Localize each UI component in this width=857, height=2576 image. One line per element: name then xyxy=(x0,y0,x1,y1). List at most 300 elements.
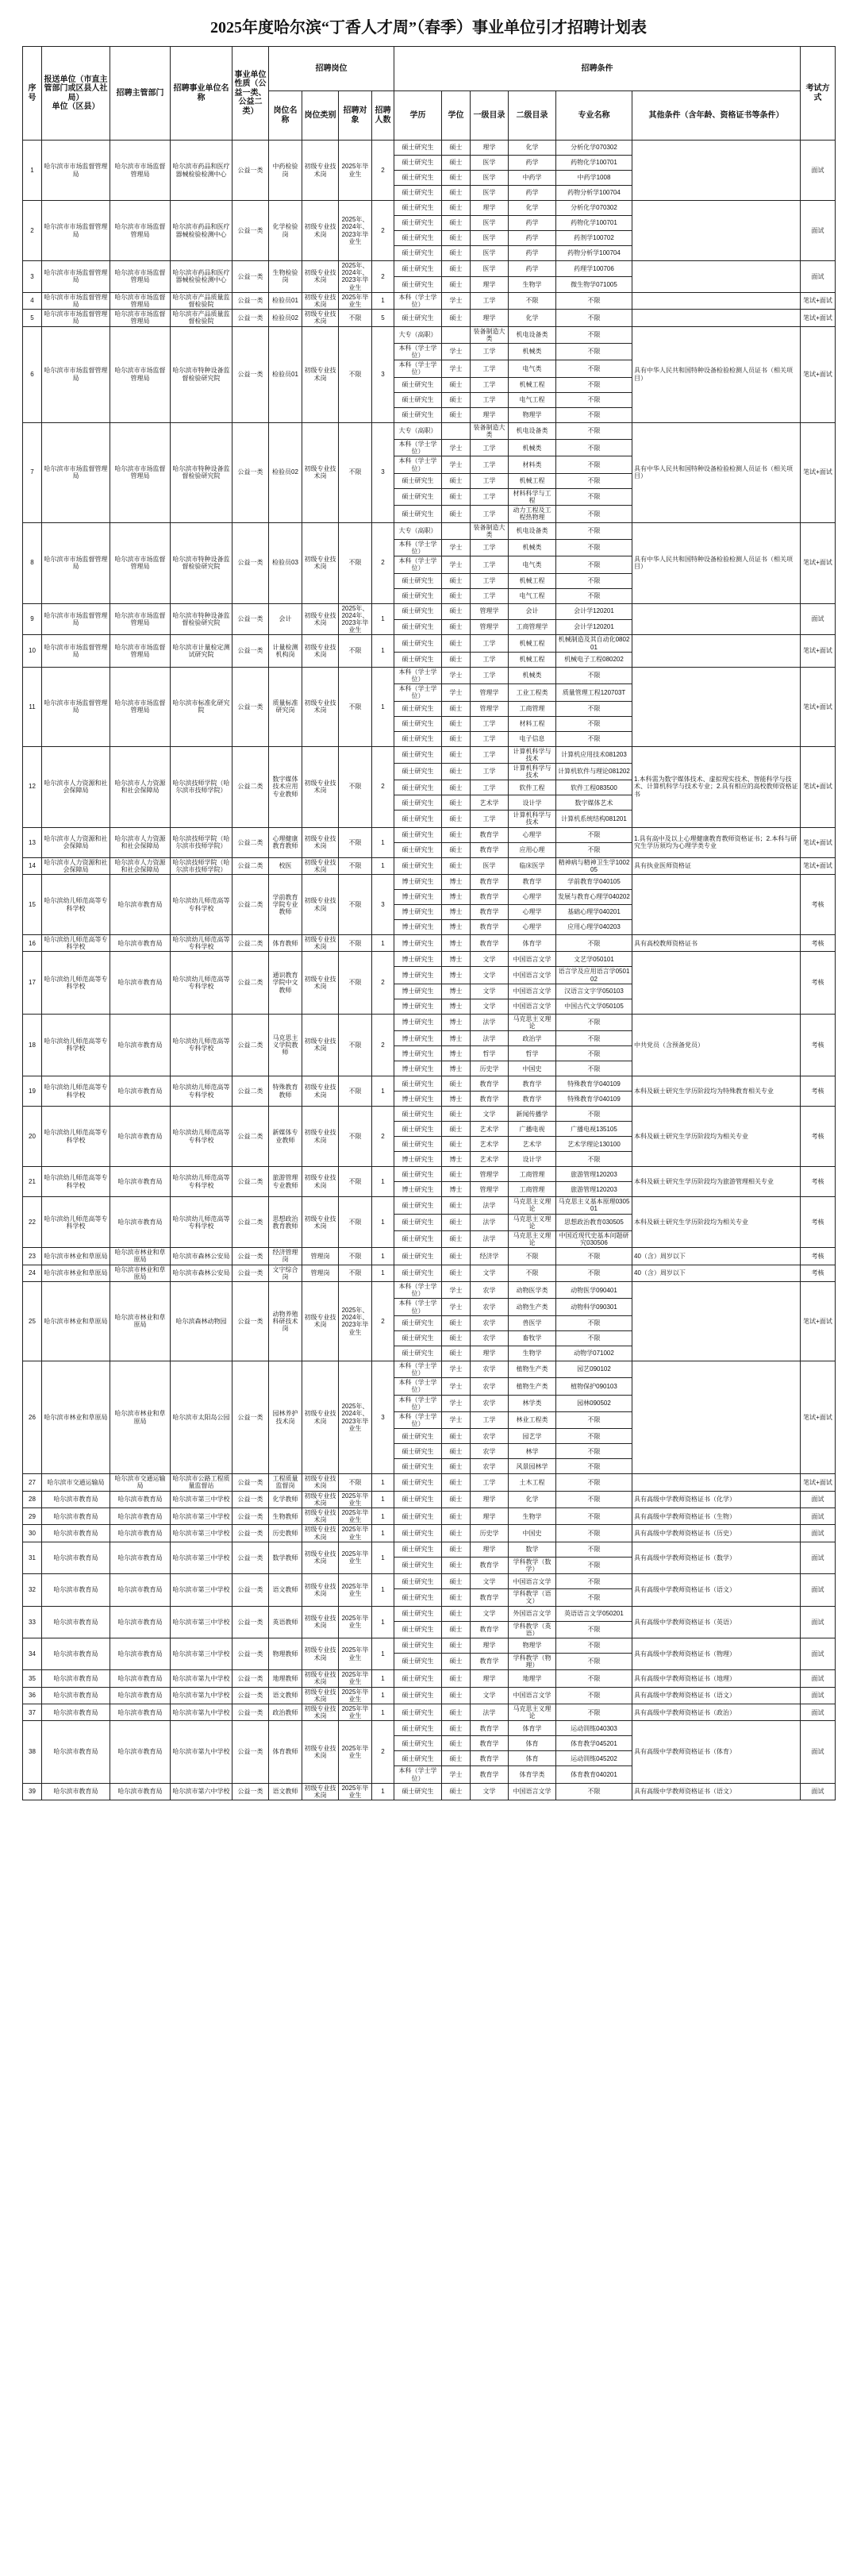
cell-exam: 考核 xyxy=(801,935,836,952)
cell-edu: 硕士研究生 xyxy=(394,216,442,231)
header-report-unit-label: 报送单位（市直主管部门或区县人社局） xyxy=(44,75,108,102)
cell-seq: 4 xyxy=(23,292,42,309)
cell-cat2: 体育学类 xyxy=(509,1766,556,1783)
cell-cat1: 教育学 xyxy=(471,842,509,857)
cell-unit: 哈尔滨市特种设备监督检验研究院 xyxy=(171,603,233,635)
cell-edu: 硕士研究生 xyxy=(394,1474,442,1491)
cell-major: 微生物学071005 xyxy=(556,276,632,292)
cell-degree: 硕士 xyxy=(442,377,471,392)
cell-major: 园林090502 xyxy=(556,1395,632,1411)
cell-seq: 8 xyxy=(23,522,42,603)
cell-post-name: 检验员03 xyxy=(269,522,302,603)
cell-cat2: 机械类 xyxy=(509,667,556,683)
cell-major: 不限 xyxy=(556,1014,632,1030)
cell-degree: 学士 xyxy=(442,556,471,573)
cell-degree: 硕士 xyxy=(442,1557,471,1573)
cell-other-conditions: 具有高级中学教师资格证书（历史） xyxy=(632,1525,801,1542)
cell-target: 2025年毕业生 xyxy=(339,1687,372,1704)
cell-count: 1 xyxy=(372,1687,394,1704)
cell-cat2: 药学 xyxy=(509,156,556,171)
cell-report-unit: 哈尔滨市林业和草原局 xyxy=(42,1248,110,1265)
cell-cat1: 农学 xyxy=(471,1315,509,1330)
cell-edu: 硕士研究生 xyxy=(394,231,442,246)
cell-major: 特殊教育学040109 xyxy=(556,1076,632,1092)
cell-unit: 哈尔滨市森林公安局 xyxy=(171,1265,233,1281)
cell-other-conditions xyxy=(632,201,801,261)
cell-degree: 硕士 xyxy=(442,1621,471,1638)
cell-other-conditions xyxy=(632,261,801,293)
cell-major: 动物学071002 xyxy=(556,1346,632,1361)
cell-post-type: 初级专业技术岗 xyxy=(302,827,339,857)
cell-degree: 博士 xyxy=(442,1182,471,1197)
cell-unit: 哈尔滨市产品质量监督检验院 xyxy=(171,292,233,309)
cell-cat2: 计算机科学与技术 xyxy=(509,763,556,780)
cell-cat2: 机械工程 xyxy=(509,377,556,392)
cell-target: 2025年毕业生 xyxy=(339,1525,372,1542)
cell-unit: 哈尔滨市特种设备监督检验研究院 xyxy=(171,422,233,522)
cell-degree: 硕士 xyxy=(442,1265,471,1281)
cell-edu: 博士研究生 xyxy=(394,952,442,967)
cell-nature: 公益一类 xyxy=(233,1508,269,1525)
cell-cat1: 艺术学 xyxy=(471,1137,509,1152)
cell-degree: 硕士 xyxy=(442,488,471,505)
cell-cat1: 医学 xyxy=(471,216,509,231)
cell-cat2: 动力工程及工程热物理 xyxy=(509,506,556,522)
cell-dept: 哈尔滨市人力资源和社会保障局 xyxy=(110,857,171,874)
cell-report-unit: 哈尔滨幼儿师范高等专科学校 xyxy=(42,952,110,1014)
cell-target: 2025年毕业生 xyxy=(339,1606,372,1638)
cell-degree: 硕士 xyxy=(442,1137,471,1152)
cell-report-unit: 哈尔滨市教育局 xyxy=(42,1574,110,1606)
cell-degree: 硕士 xyxy=(442,1459,471,1474)
table-row xyxy=(23,1525,836,1542)
cell-exam: 考核 xyxy=(801,1107,836,1167)
cell-dept: 哈尔滨市教育局 xyxy=(110,1076,171,1107)
cell-dept: 哈尔滨市教育局 xyxy=(110,1721,171,1783)
cell-nature: 公益一类 xyxy=(233,1542,269,1573)
cell-cat1: 管理学 xyxy=(471,1167,509,1182)
cell-edu: 硕士研究生 xyxy=(394,1783,442,1800)
cell-degree: 硕士 xyxy=(442,1525,471,1542)
cell-cat1: 教育学 xyxy=(471,1653,509,1669)
cell-cat2: 土木工程 xyxy=(509,1474,556,1491)
cell-nature: 公益一类 xyxy=(233,201,269,261)
cell-target: 不限 xyxy=(339,667,372,746)
cell-count: 2 xyxy=(372,261,394,293)
cell-report-unit: 哈尔滨市教育局 xyxy=(42,1542,110,1573)
cell-post-type: 初级专业技术岗 xyxy=(302,1783,339,1800)
cell-major: 药物化学100701 xyxy=(556,216,632,231)
cell-post-name: 检验员01 xyxy=(269,292,302,309)
cell-degree: 硕士 xyxy=(442,1197,471,1214)
cell-cat2: 新闻传播学 xyxy=(509,1107,556,1122)
table-row xyxy=(23,261,836,277)
cell-major: 英语语言文学050201 xyxy=(556,1606,632,1621)
cell-post-name: 旅游管理专业教师 xyxy=(269,1167,302,1197)
table-row xyxy=(23,935,836,952)
cell-cat1: 哲学 xyxy=(471,1046,509,1061)
cell-post-name: 特殊教育教师 xyxy=(269,1076,302,1107)
cell-edu: 硕士研究生 xyxy=(394,652,442,667)
table-row xyxy=(23,1014,836,1030)
cell-degree: 硕士 xyxy=(442,1670,471,1687)
cell-major: 旅游管理120203 xyxy=(556,1182,632,1197)
cell-nature: 公益二类 xyxy=(233,1197,269,1248)
cell-degree: 硕士 xyxy=(442,1687,471,1704)
cell-edu: 硕士研究生 xyxy=(394,1076,442,1092)
cell-major: 思想政治教育030505 xyxy=(556,1214,632,1230)
cell-exam: 面试 xyxy=(801,603,836,635)
cell-post-type: 初级专业技术岗 xyxy=(302,1107,339,1167)
cell-edu: 硕士研究生 xyxy=(394,377,442,392)
cell-cat1: 教育学 xyxy=(471,1721,509,1736)
cell-other-conditions: 具有高级中学教师资格证书（化学） xyxy=(632,1491,801,1507)
cell-edu: 硕士研究生 xyxy=(394,156,442,171)
cell-count: 1 xyxy=(372,1474,394,1491)
header-dept: 招聘主管部门 xyxy=(110,47,171,141)
cell-cat2: 林学类 xyxy=(509,1395,556,1411)
cell-dept: 哈尔滨市教育局 xyxy=(110,1687,171,1704)
cell-report-unit: 哈尔滨幼儿师范高等专科学校 xyxy=(42,1167,110,1197)
cell-other-conditions: 具有中华人民共和国特种设备检验检测人员证书（相关项目） xyxy=(632,326,801,422)
table-row xyxy=(23,201,836,216)
cell-cat2: 机械工程 xyxy=(509,473,556,488)
cell-exam: 笔试+面试 xyxy=(801,827,836,857)
cell-unit: 哈尔滨市特种设备监督检验研究院 xyxy=(171,326,233,422)
cell-edu: 硕士研究生 xyxy=(394,1589,442,1606)
cell-report-unit: 哈尔滨市教育局 xyxy=(42,1783,110,1800)
cell-degree: 硕士 xyxy=(442,1230,471,1247)
cell-seq: 2 xyxy=(23,201,42,261)
cell-cat2: 药学 xyxy=(509,231,556,246)
cell-major: 不限 xyxy=(556,506,632,522)
cell-cat1: 理学 xyxy=(471,276,509,292)
cell-major: 不限 xyxy=(556,392,632,407)
table-row xyxy=(23,746,836,763)
cell-count: 1 xyxy=(372,1167,394,1197)
cell-seq: 33 xyxy=(23,1606,42,1638)
cell-cat1: 教育学 xyxy=(471,1092,509,1107)
cell-major: 不限 xyxy=(556,1687,632,1704)
cell-cat2: 政治学 xyxy=(509,1031,556,1046)
cell-major: 药物分析学100704 xyxy=(556,246,632,261)
cell-major: 园艺090102 xyxy=(556,1361,632,1377)
cell-post-name: 新媒体专业教师 xyxy=(269,1107,302,1167)
cell-cat1: 艺术学 xyxy=(471,1152,509,1167)
cell-cat1: 教育学 xyxy=(471,935,509,952)
cell-nature: 公益一类 xyxy=(233,1638,269,1669)
cell-post-name: 地理教师 xyxy=(269,1670,302,1687)
cell-post-type: 初级专业技术岗 xyxy=(302,292,339,309)
cell-post-type: 初级专业技术岗 xyxy=(302,1704,339,1721)
cell-major: 不限 xyxy=(556,440,632,456)
cell-nature: 公益二类 xyxy=(233,746,269,827)
cell-degree: 硕士 xyxy=(442,506,471,522)
cell-post-name: 思想政治教育教师 xyxy=(269,1197,302,1248)
cell-post-type: 初级专业技术岗 xyxy=(302,1606,339,1638)
cell-degree: 学士 xyxy=(442,343,471,360)
cell-count: 1 xyxy=(372,1248,394,1265)
cell-major: 不限 xyxy=(556,1444,632,1459)
cell-nature: 公益一类 xyxy=(233,326,269,422)
cell-report-unit: 哈尔滨市教育局 xyxy=(42,1638,110,1669)
cell-report-unit: 哈尔滨市交通运输局 xyxy=(42,1474,110,1491)
cell-cat2: 材料类 xyxy=(509,456,556,473)
cell-cat2: 工商管理 xyxy=(509,1182,556,1197)
cell-major: 不限 xyxy=(556,1589,632,1606)
cell-seq: 7 xyxy=(23,422,42,522)
cell-seq: 37 xyxy=(23,1704,42,1721)
cell-degree: 硕士 xyxy=(442,1122,471,1137)
cell-seq: 3 xyxy=(23,261,42,293)
cell-exam: 考核 xyxy=(801,1265,836,1281)
cell-cat1: 工学 xyxy=(471,488,509,505)
cell-seq: 19 xyxy=(23,1076,42,1107)
cell-exam: 面试 xyxy=(801,1704,836,1721)
header-post-type: 岗位类别 xyxy=(302,91,339,141)
cell-cat2: 工商管理学 xyxy=(509,619,556,635)
cell-cat1: 工学 xyxy=(471,763,509,780)
cell-other-conditions: 1.本科需为数字媒体技术、虚拟现实技术、智能科学与技术、计算机科学与技术专业；2.具有相应的高校教师资格证书 xyxy=(632,746,801,827)
cell-count: 2 xyxy=(372,1282,394,1361)
cell-count: 1 xyxy=(372,1197,394,1248)
cell-dept: 哈尔滨市市场监督管理局 xyxy=(110,522,171,603)
cell-seq: 10 xyxy=(23,635,42,667)
cell-edu: 本科（学士学位） xyxy=(394,667,442,683)
table-row xyxy=(23,1474,836,1491)
cell-major: 不限 xyxy=(556,292,632,309)
header-nature: 事业单位性质（公益一类、公益二类） xyxy=(233,47,269,141)
table-body xyxy=(23,141,836,1800)
cell-dept: 哈尔滨市市场监督管理局 xyxy=(110,141,171,201)
cell-degree: 硕士 xyxy=(442,1542,471,1557)
cell-exam: 考核 xyxy=(801,1197,836,1248)
cell-cat1: 工学 xyxy=(471,506,509,522)
cell-nature: 公益二类 xyxy=(233,875,269,935)
cell-cat1: 文学 xyxy=(471,967,509,984)
cell-nature: 公益一类 xyxy=(233,141,269,201)
cell-exam: 面试 xyxy=(801,1574,836,1606)
cell-count: 1 xyxy=(372,1670,394,1687)
cell-major: 不限 xyxy=(556,1525,632,1542)
cell-dept: 哈尔滨市市场监督管理局 xyxy=(110,310,171,326)
cell-unit: 哈尔滨幼儿师范高等专科学校 xyxy=(171,1014,233,1076)
cell-target: 不限 xyxy=(339,326,372,422)
cell-major: 艺术学理论130100 xyxy=(556,1137,632,1152)
cell-exam: 考核 xyxy=(801,875,836,935)
cell-cat1: 工学 xyxy=(471,556,509,573)
cell-seq: 28 xyxy=(23,1491,42,1507)
cell-post-name: 化学检验岗 xyxy=(269,201,302,261)
cell-degree: 硕士 xyxy=(442,1638,471,1653)
cell-seq: 13 xyxy=(23,827,42,857)
cell-other-conditions: 具有高校教师资格证书 xyxy=(632,935,801,952)
cell-degree: 硕士 xyxy=(442,1346,471,1361)
cell-post-name: 化学教师 xyxy=(269,1491,302,1507)
cell-unit: 哈尔滨市第三中学校 xyxy=(171,1638,233,1669)
cell-unit: 哈尔滨市太阳岛公园 xyxy=(171,1361,233,1474)
cell-cat1: 工学 xyxy=(471,440,509,456)
cell-count: 2 xyxy=(372,1721,394,1783)
cell-exam: 笔试+面试 xyxy=(801,746,836,827)
table-row xyxy=(23,310,836,326)
cell-other-conditions: 具有高级中学教师资格证书（语文） xyxy=(632,1574,801,1606)
cell-cat2: 学科教学（英语） xyxy=(509,1621,556,1638)
cell-cat2: 电气工程 xyxy=(509,392,556,407)
cell-major: 不限 xyxy=(556,360,632,377)
cell-cat2: 马克思主义理论 xyxy=(509,1197,556,1214)
cell-cat1: 教育学 xyxy=(471,890,509,905)
cell-major: 计算机系统结构081201 xyxy=(556,811,632,827)
cell-cat1: 工学 xyxy=(471,1411,509,1428)
cell-exam: 笔试+面试 xyxy=(801,292,836,309)
cell-major: 计算机软件与理论081202 xyxy=(556,763,632,780)
cell-post-type: 初级专业技术岗 xyxy=(302,1361,339,1474)
cell-exam: 面试 xyxy=(801,1491,836,1507)
cell-report-unit: 哈尔滨市教育局 xyxy=(42,1525,110,1542)
table-row xyxy=(23,522,836,539)
cell-degree: 学士 xyxy=(442,1395,471,1411)
cell-edu: 硕士研究生 xyxy=(394,811,442,827)
cell-edu: 本科（学士学位） xyxy=(394,1361,442,1377)
cell-major: 不限 xyxy=(556,1638,632,1653)
cell-degree: 学士 xyxy=(442,684,471,701)
cell-dept: 哈尔滨市教育局 xyxy=(110,1525,171,1542)
cell-degree xyxy=(442,422,471,439)
cell-report-unit: 哈尔滨幼儿师范高等专科学校 xyxy=(42,935,110,952)
cell-degree: 硕士 xyxy=(442,1736,471,1751)
cell-edu: 博士研究生 xyxy=(394,875,442,890)
cell-seq: 25 xyxy=(23,1282,42,1361)
cell-post-type: 初级专业技术岗 xyxy=(302,1574,339,1606)
table-row xyxy=(23,603,836,619)
cell-cat2: 化学 xyxy=(509,310,556,326)
cell-major: 不限 xyxy=(556,310,632,326)
cell-major: 不限 xyxy=(556,573,632,588)
cell-target: 2025年毕业生 xyxy=(339,1721,372,1783)
cell-edu: 硕士研究生 xyxy=(394,1230,442,1247)
cell-cat2: 广播电视 xyxy=(509,1122,556,1137)
cell-cat2: 材料工程 xyxy=(509,716,556,731)
cell-post-type: 初级专业技术岗 xyxy=(302,1474,339,1491)
cell-major: 药剂学100702 xyxy=(556,231,632,246)
cell-exam: 面试 xyxy=(801,201,836,261)
header-target: 招聘对象 xyxy=(339,91,372,141)
cell-other-conditions: 具有高级中学教师资格证书（政治） xyxy=(632,1704,801,1721)
cell-other-conditions: 具有高级中学教师资格证书（生物） xyxy=(632,1508,801,1525)
cell-nature: 公益一类 xyxy=(233,1574,269,1606)
cell-cat2: 中国语言文学 xyxy=(509,1574,556,1589)
cell-post-name: 质量标准研究岗 xyxy=(269,667,302,746)
cell-cat2: 物理学 xyxy=(509,1638,556,1653)
cell-target: 不限 xyxy=(339,522,372,603)
cell-edu: 硕士研究生 xyxy=(394,1704,442,1721)
cell-dept: 哈尔滨市教育局 xyxy=(110,1167,171,1197)
cell-cat1: 医学 xyxy=(471,186,509,201)
cell-seq: 31 xyxy=(23,1542,42,1573)
cell-cat1: 法学 xyxy=(471,1014,509,1030)
cell-count: 5 xyxy=(372,310,394,326)
cell-nature: 公益一类 xyxy=(233,1525,269,1542)
cell-post-name: 园林养护技术岗 xyxy=(269,1361,302,1474)
cell-degree: 硕士 xyxy=(442,141,471,156)
cell-post-type: 初级专业技术岗 xyxy=(302,1076,339,1107)
cell-dept: 哈尔滨市林业和草原局 xyxy=(110,1282,171,1361)
cell-degree: 硕士 xyxy=(442,1167,471,1182)
cell-unit: 哈尔滨市第六中学校 xyxy=(171,1783,233,1800)
cell-cat1: 农学 xyxy=(471,1459,509,1474)
cell-degree: 硕士 xyxy=(442,1704,471,1721)
cell-post-type: 初级专业技术岗 xyxy=(302,1670,339,1687)
cell-dept: 哈尔滨市人力资源和社会保障局 xyxy=(110,746,171,827)
cell-cat1: 文学 xyxy=(471,952,509,967)
cell-other-conditions xyxy=(632,310,801,326)
cell-edu: 硕士研究生 xyxy=(394,1491,442,1507)
cell-major: 不限 xyxy=(556,1670,632,1687)
cell-edu: 博士研究生 xyxy=(394,1031,442,1046)
cell-exam: 笔试+面试 xyxy=(801,326,836,422)
cell-unit: 哈尔滨技师学院（哈尔滨市技师学院） xyxy=(171,746,233,827)
cell-cat1: 文学 xyxy=(471,1783,509,1800)
table-row xyxy=(23,1687,836,1704)
cell-edu: 硕士研究生 xyxy=(394,1459,442,1474)
cell-edu: 硕士研究生 xyxy=(394,1736,442,1751)
cell-count: 3 xyxy=(372,875,394,935)
cell-count: 3 xyxy=(372,1361,394,1474)
cell-major: 不限 xyxy=(556,1315,632,1330)
cell-edu: 硕士研究生 xyxy=(394,1330,442,1346)
cell-cat1: 教育学 xyxy=(471,1621,509,1638)
cell-major: 不限 xyxy=(556,1574,632,1589)
cell-cat2: 数学 xyxy=(509,1542,556,1557)
cell-major: 中国近现代史基本问题研究030506 xyxy=(556,1230,632,1247)
cell-cat2: 物理学 xyxy=(509,407,556,422)
cell-seq: 12 xyxy=(23,746,42,827)
cell-edu: 硕士研究生 xyxy=(394,731,442,746)
cell-seq: 15 xyxy=(23,875,42,935)
cell-cat1: 医学 xyxy=(471,246,509,261)
cell-edu: 本科（学士学位） xyxy=(394,343,442,360)
cell-target: 不限 xyxy=(339,827,372,857)
cell-other-conditions xyxy=(632,952,801,1014)
cell-degree: 硕士 xyxy=(442,731,471,746)
cell-post-name: 检验员02 xyxy=(269,422,302,522)
cell-unit: 哈尔滨市第三中学校 xyxy=(171,1606,233,1638)
cell-nature: 公益一类 xyxy=(233,1265,269,1281)
cell-major: 中药学1008 xyxy=(556,171,632,186)
table-row xyxy=(23,1361,836,1377)
table-row xyxy=(23,326,836,343)
cell-major: 特殊教育学040109 xyxy=(556,1092,632,1107)
cell-cat1: 教育学 xyxy=(471,1736,509,1751)
cell-degree: 学士 xyxy=(442,1766,471,1783)
cell-cat2: 化学 xyxy=(509,201,556,216)
cell-degree: 硕士 xyxy=(442,1783,471,1800)
cell-unit: 哈尔滨市第九中学校 xyxy=(171,1721,233,1783)
cell-target: 2025年毕业生 xyxy=(339,1574,372,1606)
cell-other-conditions: 具有高级中学教师资格证书（地理） xyxy=(632,1670,801,1687)
cell-other-conditions: 具有高级中学教师资格证书（语文） xyxy=(632,1687,801,1704)
cell-count: 1 xyxy=(372,635,394,667)
cell-target: 不限 xyxy=(339,422,372,522)
cell-other-conditions: 1.具有高中及以上心理健康教育教师资格证书；2.本科与研究生学历须均为心理学类专业 xyxy=(632,827,801,857)
cell-dept: 哈尔滨市市场监督管理局 xyxy=(110,603,171,635)
cell-major: 不限 xyxy=(556,1046,632,1061)
cell-cat1: 理学 xyxy=(471,310,509,326)
cell-target: 不限 xyxy=(339,1014,372,1076)
cell-seq: 6 xyxy=(23,326,42,422)
cell-cat2: 植物生产类 xyxy=(509,1361,556,1377)
